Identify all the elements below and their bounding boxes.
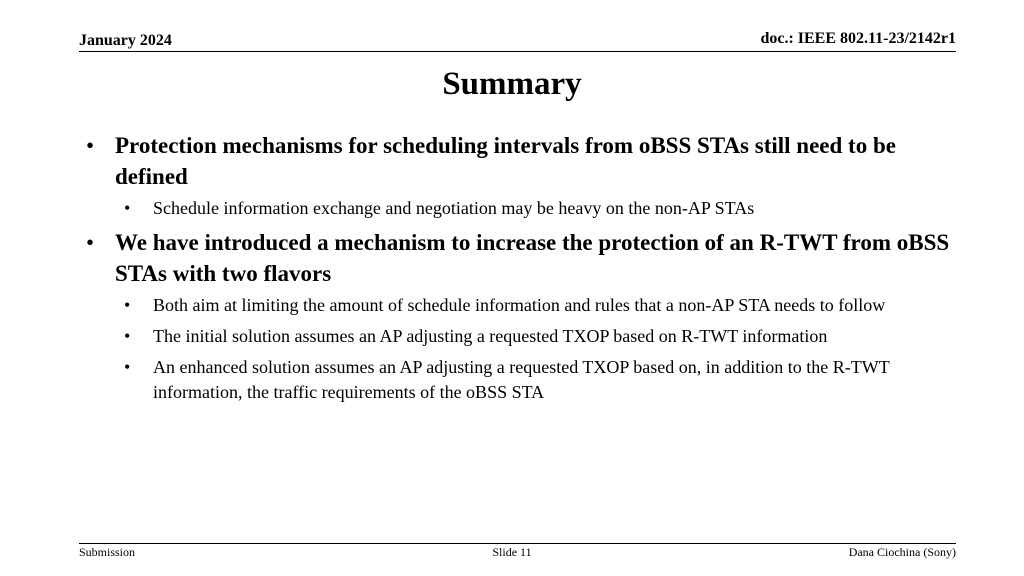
sub-bullet-icon: •	[124, 295, 131, 315]
header-divider	[79, 51, 956, 52]
sub-bullet-item	[86, 355, 953, 405]
footer-author: Dana Ciochina (Sony)	[848, 545, 956, 559]
sub-bullet-text: Schedule information exchange and negotiation may be heavy on the non-AP STAs	[153, 198, 755, 218]
sub-bullet-item	[86, 324, 953, 349]
sub-bullet-item	[86, 196, 953, 221]
sub-bullet-icon: •	[124, 198, 131, 218]
bullet-text: We have introduced a mechanism to increase the protection of an R-TWT from oBSS STAs with two flavors	[115, 230, 950, 286]
sub-bullet-text: An enhanced solution assumes an AP adjusting a requested TXOP based on, in addition to the R-TWT information, the traffic requirements of the oBSS STA	[153, 357, 890, 402]
footer-submission: Submission	[79, 545, 136, 559]
footer-slide-number: Slide 11	[492, 545, 532, 559]
bullet-icon: •	[86, 230, 95, 255]
footer-divider	[79, 543, 956, 544]
header-date: January 2024	[79, 32, 172, 49]
sub-bullet-icon: •	[124, 326, 131, 346]
bullet-item	[86, 227, 956, 289]
bullet-icon: •	[86, 133, 95, 158]
sub-bullet-text: Both aim at limiting the amount of schedule information and rules that a non-AP STA needs to follow	[153, 295, 886, 315]
sub-bullet-item	[86, 293, 953, 318]
bullet-text: Protection mechanisms for scheduling intervals from oBSS STAs still need to be defined	[115, 133, 896, 189]
header-doc-id: doc.: IEEE 802.11-23/2142r1	[760, 30, 956, 47]
slide-title: Summary	[442, 66, 582, 102]
slide-content	[86, 130, 956, 411]
sub-bullet-icon: •	[124, 357, 131, 377]
bullet-item	[86, 130, 956, 192]
sub-bullet-text: The initial solution assumes an AP adjusting a requested TXOP based on R-TWT information	[153, 326, 828, 346]
